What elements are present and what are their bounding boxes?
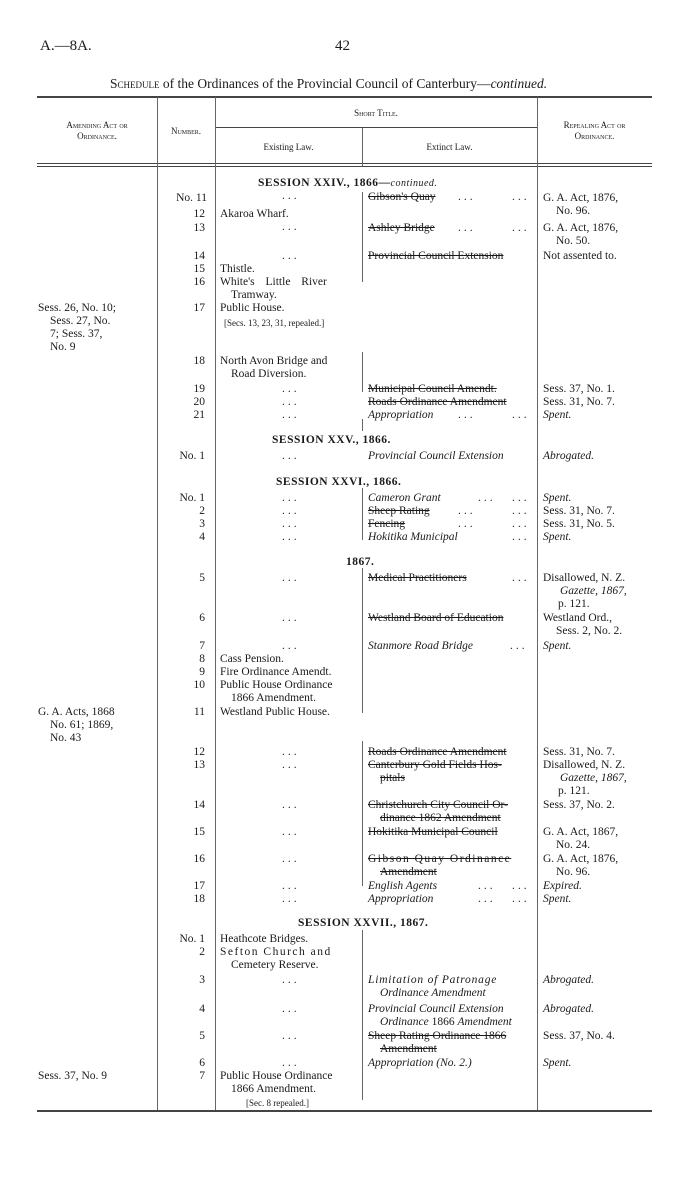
extinct-law: Christchurch City Council Or- [368, 799, 508, 811]
repealing-act: Sess. 31, No. 5. [543, 518, 615, 530]
row-number: 12 [193, 746, 205, 758]
row-number: 20 [193, 396, 205, 408]
repealing-act: G. A. Act, 1876, [543, 192, 619, 204]
repealing-act: G. A. Act, 1867, [543, 826, 619, 838]
extinct-law: Amendment [380, 866, 437, 878]
row-number: 18 [193, 355, 205, 367]
row-leader: ... [478, 492, 496, 504]
row-ditto: ... [282, 250, 300, 262]
row-ditto: ... [282, 1003, 300, 1015]
row-leader: ... [478, 893, 496, 905]
amending-act: G. A. Acts, 1868 [38, 706, 115, 718]
row-number: 21 [193, 409, 205, 421]
extinct-law: Ashley Bridge [368, 222, 435, 234]
row-number: 13 [193, 222, 205, 234]
header-repealing-line2: Ordinance. [574, 131, 615, 141]
row-ditto: ... [282, 974, 300, 986]
existing-law: Sefton Church and [220, 946, 332, 958]
repealing-act-text: Disallowed, N. Z. [543, 572, 626, 584]
extinct-law: Medical Practitioners [368, 572, 467, 584]
row-number: 10 [193, 679, 205, 691]
row-ditto: ... [282, 799, 300, 811]
col-divider-1 [157, 97, 158, 1110]
row-leader: ... [512, 880, 530, 892]
existing-law: Cass Pension. [220, 653, 284, 665]
repealing-act: Spent. [543, 640, 572, 652]
amending-act: Sess. 26, No. 10; [38, 302, 116, 314]
extinct-law: Appropriation [368, 409, 434, 421]
repealing-act: Sess. 37, No. 2. [543, 799, 615, 811]
row-leader: ... [512, 505, 530, 517]
session-24-title: SESSION XXIV., 1866— [258, 177, 391, 189]
row-number: 16 [193, 276, 205, 288]
header-amending-line1: Amending Act or [66, 120, 128, 130]
row-ditto: ... [282, 880, 300, 892]
repealing-act: G. A. Act, 1876, [543, 853, 619, 865]
extinct-law: Canterbury Gold Fields Hos- [368, 759, 502, 771]
row-leader: ... [510, 640, 528, 652]
row-leader: ... [512, 222, 530, 234]
repealing-act: Gazette, 1867, [560, 585, 627, 597]
existing-law: Public House. [220, 302, 285, 314]
extinct-law: pitals [380, 772, 405, 784]
row-number: No. 1 [179, 450, 205, 462]
row-ditto: ... [282, 396, 300, 408]
session-26-heading: SESSION XXVI., 1866. [276, 476, 402, 488]
extinct-law: Westland Board of Education [368, 612, 504, 624]
row-number: 2 [199, 946, 205, 958]
existing-law-note: [Sec. 8 repealed.] [246, 1098, 309, 1108]
extinct-law: Gibson's Quay [368, 191, 436, 203]
repealing-act: Abrogated. [543, 450, 594, 462]
row-number: 19 [193, 383, 205, 395]
row-leader: ... [512, 191, 530, 203]
row-number: 4 [199, 531, 205, 543]
row-number: 6 [199, 612, 205, 624]
row-ditto: ... [282, 826, 300, 838]
row-number: 7 [199, 1070, 205, 1082]
extinct-law: Provincial Council Extension [368, 250, 504, 262]
row-number: 13 [193, 759, 205, 771]
row-leader: ... [512, 572, 530, 584]
row-number: 14 [193, 250, 205, 262]
row-number: No. 1 [179, 492, 205, 504]
existing-law: Tramway. [231, 289, 277, 301]
extinct-law: Sheep Rating [368, 505, 430, 517]
short-title-rule [215, 127, 537, 128]
header-existing-law: Existing Law. [263, 142, 314, 152]
title-continued: continued. [490, 76, 548, 91]
existing-law: Public House Ordinance [220, 679, 333, 691]
row-number: 5 [199, 572, 205, 584]
row-leader: ... [458, 191, 476, 203]
extinct-separator-e [362, 568, 363, 713]
repealing-act: Sess. 37, No. 1. [543, 383, 615, 395]
row-ditto: ... [282, 383, 300, 395]
table-top-rule [37, 96, 652, 98]
repealing-act: Spent. [543, 893, 572, 905]
row-number: 6 [199, 1057, 205, 1069]
extinct-law: Fencing [368, 518, 406, 530]
existing-law: Akaroa Wharf. [220, 208, 289, 220]
document-reference: A.—8A. [40, 38, 92, 54]
col-divider-4 [537, 97, 538, 1110]
row-number: 11 [193, 706, 205, 718]
existing-law: Cemetery Reserve. [231, 959, 319, 971]
repealing-act: Westland Ord., [543, 612, 613, 624]
extinct-law: Limitation of Patronage [368, 974, 498, 986]
row-ditto: ... [282, 450, 300, 462]
amending-act: 7; Sess. 37, [50, 328, 103, 340]
repealing-act: Expired. [543, 880, 582, 892]
existing-law: Fire Ordinance Amendt. [220, 666, 332, 678]
extinct-separator-f [362, 741, 363, 886]
existing-law: Thistle. [220, 263, 255, 275]
row-ditto: ... [282, 505, 300, 517]
row-leader: ... [478, 880, 496, 892]
extinct-law-part: 1866 [428, 1016, 458, 1028]
existing-law: Public House Ordinance [220, 1070, 333, 1082]
row-ditto: ... [282, 531, 300, 543]
row-leader: ... [512, 531, 530, 543]
repealing-act: Abrogated. [543, 1003, 594, 1015]
repealing-act: Gazette, 1867, [560, 772, 627, 784]
header-repealing [537, 120, 652, 142]
extinct-law: dinance 1862 Amendment [380, 812, 501, 824]
extinct-law-part: Ordinance [380, 1016, 429, 1028]
extinct-separator-c [362, 419, 363, 431]
row-number: No. 1 [179, 933, 205, 945]
row-number: 9 [199, 666, 205, 678]
header-amending [37, 120, 157, 142]
row-number: 3 [199, 518, 205, 530]
row-ditto: ... [282, 612, 300, 624]
repealing-act: Sess. 31, No. 7. [543, 505, 615, 517]
row-ditto: ... [282, 572, 300, 584]
repealing-act: Abrogated. [543, 974, 594, 986]
repealing-act: Not assented to. [543, 250, 617, 262]
extinct-law: Ordinance Amendment [380, 987, 486, 999]
row-number: 8 [199, 653, 205, 665]
row-ditto: ... [282, 640, 300, 652]
amending-act: Sess. 37, No. 9 [38, 1070, 108, 1082]
extinct-law: Roads Ordinance Amendment [368, 746, 507, 758]
extinct-law: English Agents [368, 880, 438, 892]
row-number: 15 [193, 826, 205, 838]
extinct-separator-d [362, 488, 363, 540]
header-bottom-rule-2 [37, 166, 652, 167]
existing-law: Heathcote Bridges. [220, 933, 309, 945]
row-number: 5 [199, 1030, 205, 1042]
repealing-act: G. A. Act, 1876, [543, 222, 619, 234]
row-ditto: ... [282, 746, 300, 758]
row-number: 7 [199, 640, 205, 652]
extinct-separator-b [362, 352, 363, 392]
repealing-act: No. 96. [556, 205, 591, 217]
repealing-act: Spent. [543, 1057, 572, 1069]
session-24-heading [258, 177, 437, 189]
repealing-act: No. 50. [556, 235, 591, 247]
extinct-law: Sheep Rating Ordinance 1866 [368, 1030, 507, 1042]
row-number: 17 [193, 880, 205, 892]
row-ditto: ... [282, 492, 300, 504]
existing-law: Road Diversion. [231, 368, 307, 380]
existing-law: 1866 Amendment. [231, 1083, 316, 1095]
schedule-title [110, 76, 547, 92]
row-leader: ... [458, 518, 476, 530]
row-number: 12 [193, 208, 205, 220]
extinct-law: Provincial Council Extension [368, 450, 504, 462]
existing-law: North Avon Bridge and [220, 355, 328, 367]
extinct-law: Hokitika Municipal [368, 531, 458, 543]
row-leader: ... [458, 222, 476, 234]
extinct-law: Appropriation (No. 2.) [368, 1057, 472, 1069]
row-number: 15 [193, 263, 205, 275]
repealing-act: No. 24. [556, 839, 591, 851]
repealing-act: p. 121. [558, 785, 590, 797]
row-leader: ... [458, 505, 476, 517]
extinct-separator-a [362, 192, 363, 282]
amending-act: No. 43 [50, 732, 82, 744]
header-amending-line2: Ordinance. [77, 131, 117, 141]
title-small-caps: Schedule [110, 76, 160, 91]
repealing-act: Spent. [543, 531, 572, 543]
session-25-heading: SESSION XXV., 1866. [272, 434, 391, 446]
row-ditto: ... [282, 1030, 300, 1042]
header-number: Number. [170, 126, 202, 136]
col-divider-2 [215, 97, 216, 1110]
row-ditto: ... [282, 759, 300, 771]
repealing-act: Spent. [543, 409, 572, 421]
repealing-act: No. 96. [556, 866, 591, 878]
year-1867-heading: 1867. [346, 556, 375, 568]
existing-law-note: [Secs. 13, 23, 31, repealed.] [224, 318, 325, 328]
row-leader: ... [512, 893, 530, 905]
repealing-act: Sess. 37, No. 4. [543, 1030, 615, 1042]
repealing-act: Disallowed, N. Z. [543, 759, 626, 771]
repealing-act: Sess. 31, No. 7. [543, 746, 615, 758]
row-number: 17 [193, 302, 205, 314]
extinct-law-part: Amendment [457, 1016, 512, 1028]
row-ditto: ... [282, 893, 300, 905]
page-number: 42 [335, 38, 350, 54]
repealing-act [543, 572, 625, 585]
row-ditto: ... [282, 409, 300, 421]
row-number: 16 [193, 853, 205, 865]
extinct-law: Roads Ordinance Amendment [368, 396, 507, 408]
existing-law: Westland Public House. [220, 706, 330, 718]
extinct-law [380, 1016, 512, 1029]
row-ditto: ... [282, 221, 300, 233]
row-ditto: ... [282, 853, 300, 865]
header-repealing-line1: Repealing Act or [563, 120, 626, 130]
title-main: of the Ordinances of the Provincial Council of Canterbury— [159, 76, 491, 91]
row-number: 3 [199, 974, 205, 986]
repealing-act: Spent. [543, 492, 572, 504]
table-bottom-rule [37, 1110, 652, 1112]
extinct-law: Amendment [380, 1043, 437, 1055]
amending-act: No. 9 [50, 341, 76, 353]
extinct-law: Stanmore Road Bridge [368, 640, 473, 652]
extinct-law: Cameron Grant [368, 492, 441, 504]
existing-law: 1866 Amendment. [231, 692, 316, 704]
header-bottom-rule [37, 163, 652, 164]
row-ditto: ... [282, 190, 300, 202]
row-leader: ... [512, 518, 530, 530]
row-number: No. 11 [176, 192, 207, 204]
extinct-law: Municipal Council Amendt. [368, 383, 497, 395]
row-ditto: ... [282, 518, 300, 530]
extinct-law: Hokitika Municipal Council [368, 826, 498, 838]
repealing-act: Sess. 31, No. 7. [543, 396, 615, 408]
extinct-separator-g [362, 930, 363, 1100]
header-extinct-law: Extinct Law. [426, 142, 473, 152]
row-leader: ... [512, 492, 530, 504]
repealing-act: p. 121. [558, 598, 590, 610]
extinct-law: Provincial Council Extension [368, 1003, 504, 1015]
amending-act: No. 61; 1869, [50, 719, 114, 731]
row-leader: ... [512, 409, 530, 421]
repealing-act: Sess. 2, No. 2. [556, 625, 623, 637]
row-number: 4 [199, 1003, 205, 1015]
header-short-title: Short Title. [354, 108, 398, 118]
row-number: 2 [199, 505, 205, 517]
row-leader: ... [458, 409, 476, 421]
existing-law: White's Little River [220, 276, 327, 288]
session-24-continued: continued. [390, 178, 438, 189]
amending-act: Sess. 27, No. [50, 315, 111, 327]
row-ditto: ... [282, 1057, 300, 1069]
row-number: 18 [193, 893, 205, 905]
session-27-heading: SESSION XXVII., 1867. [298, 917, 429, 929]
row-number: 14 [193, 799, 205, 811]
extinct-law: Appropriation [368, 893, 434, 905]
extinct-law: Gibson Quay Ordinance [368, 853, 512, 865]
